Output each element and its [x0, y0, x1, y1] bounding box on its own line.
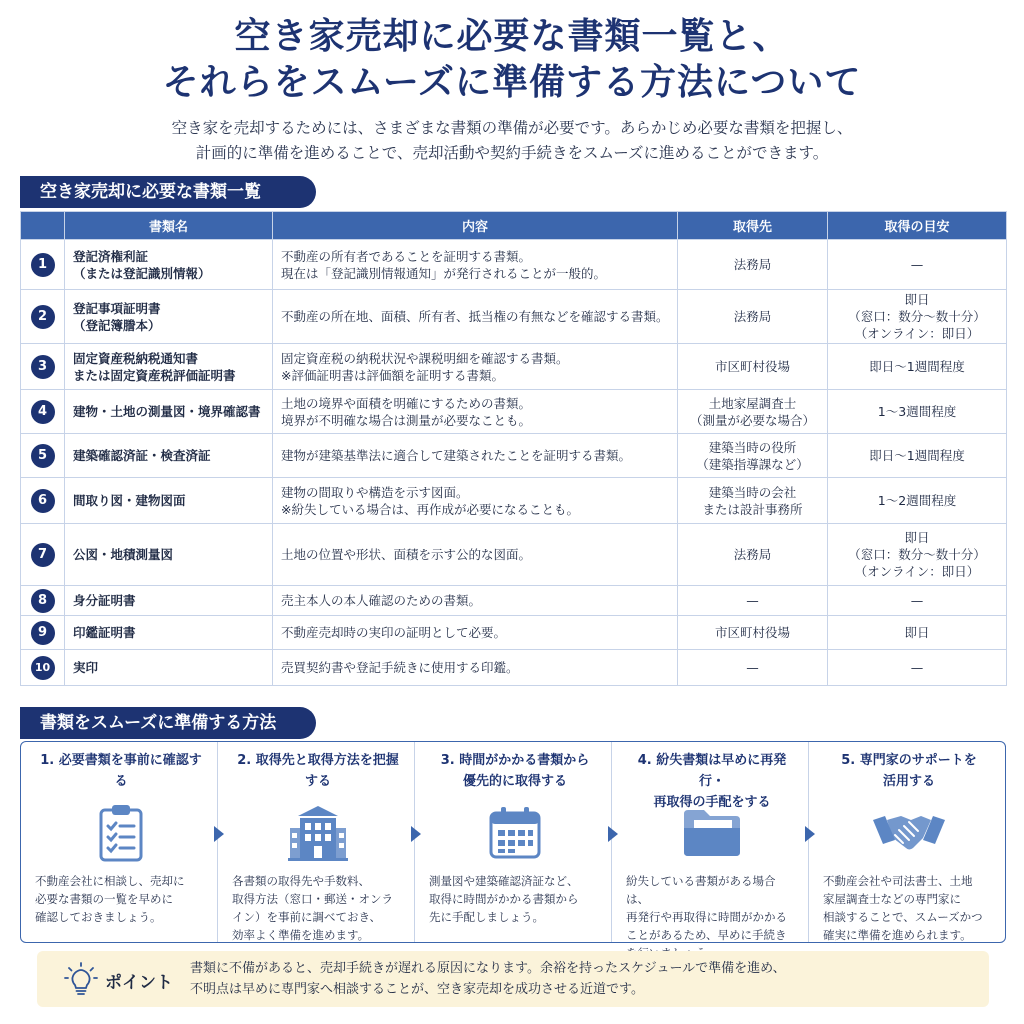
point-label: ポイント	[105, 973, 173, 993]
time-cell-line: —	[910, 257, 924, 272]
content-cell-line: 建物が建築基準法に適合して建築されたことを証明する書類。	[281, 448, 632, 463]
source-cell	[678, 524, 828, 586]
time-cell	[828, 290, 1007, 344]
doc-name-cell	[65, 290, 273, 344]
row-number-badge: 2	[31, 305, 55, 329]
time-cell	[828, 390, 1007, 434]
doc-name-cell	[65, 586, 273, 616]
source-cell	[678, 478, 828, 524]
time-cell-line: —	[910, 660, 924, 675]
source-cell-line: 法務局	[733, 547, 772, 562]
content-cell	[273, 344, 678, 390]
table-row	[21, 290, 1007, 344]
time-cell	[828, 616, 1007, 650]
header-time: 取得の目安	[828, 212, 1007, 240]
row-number-badge: 1	[31, 253, 55, 277]
source-cell-line: 建築当時の役所	[708, 439, 797, 455]
doc-name-cell-line: 実印	[73, 660, 99, 675]
step-title-line: 4. 紛失書類は早めに再発行・	[637, 753, 787, 789]
step-description-line: 相談することで、スムーズかつ	[823, 910, 983, 924]
step-title	[823, 750, 995, 794]
step-description-line: 効率よく準備を進めます。	[232, 928, 370, 942]
step-description	[626, 872, 798, 962]
row-number-badge: 10	[31, 656, 55, 680]
step-description-line: 不動産会社に相談し、売却に	[35, 874, 185, 888]
time-cell-line: （窓口：数分～数十分）	[848, 547, 986, 562]
steps-panel	[20, 741, 1006, 943]
table-row	[21, 478, 1007, 524]
time-cell	[828, 344, 1007, 390]
doc-name-cell	[65, 650, 273, 686]
doc-name-cell	[65, 344, 273, 390]
content-cell-line: 売買契約書や登記手続きに使用する印鑑。	[281, 660, 519, 675]
step-card	[21, 742, 218, 942]
row-number-badge: 7	[31, 543, 55, 567]
step-title	[232, 750, 404, 794]
doc-name-cell-line: 固定資産税納税通知書	[73, 350, 199, 366]
step-description-line: ことがあるため、早めに手続き	[626, 928, 787, 942]
step-title	[35, 750, 207, 794]
step-description-line: 取得方法（窓口・郵送・オンラ	[232, 892, 393, 906]
step-description-line: 各書類の取得先や手数料、	[232, 874, 370, 888]
step-description-line: 確実に準備を進められます。	[823, 928, 972, 942]
source-cell-line: —	[746, 660, 759, 675]
source-cell-line: （建築指導課など）	[696, 456, 809, 472]
table-row	[21, 240, 1007, 290]
intro-text	[0, 116, 1024, 166]
content-cell-line: 不動産売却時の実印の証明として必要。	[281, 625, 507, 640]
header-source: 取得先	[678, 212, 828, 240]
time-cell	[828, 240, 1007, 290]
content-cell-line: 土地の位置や形状、面積を示す公的な図面。	[281, 547, 532, 562]
point-text	[190, 958, 786, 1000]
page-title-line-1: 空き家売却に必要な書類一覧と、	[234, 16, 790, 57]
content-cell	[273, 390, 678, 434]
step-card	[809, 742, 1005, 942]
point-box	[37, 951, 989, 1007]
step-description-line: 測量図や建築確認済証など、	[429, 874, 579, 888]
source-cell-line: 法務局	[733, 309, 772, 324]
step-description-line: 確認しておきましょう。	[35, 910, 162, 924]
step-title	[429, 750, 601, 794]
content-cell-line: ※紛失している場合は、再作成が必要になることも。	[281, 501, 579, 517]
time-cell-line: 即日～1週間程度	[869, 359, 965, 374]
source-cell	[678, 616, 828, 650]
content-cell-line: 売主本人の本人確認のための書類。	[281, 593, 482, 608]
row-number-cell	[21, 524, 65, 586]
calendar-icon	[429, 794, 601, 872]
arrow-right-icon	[805, 826, 815, 842]
source-cell-line: 建築当時の会社	[708, 484, 797, 500]
step-description-line: 必要な書類の一覧を早めに	[35, 892, 173, 906]
content-cell	[273, 586, 678, 616]
doc-name-cell	[65, 478, 273, 524]
page-title	[0, 14, 1024, 106]
step-description-line: イン）を事前に調べておき、	[232, 910, 382, 924]
doc-name-cell	[65, 240, 273, 290]
table-row	[21, 390, 1007, 434]
step-title-line: 活用する	[882, 774, 935, 789]
table-row	[21, 524, 1007, 586]
point-line-1: 書類に不備があると、売却手続きが遅れる原因になります。余裕を持ったスケジュールで準備を進め、	[190, 961, 786, 976]
content-cell-line: 不動産の所在地、面積、所有者、抵当権の有無などを確認する書類。	[281, 309, 669, 324]
row-number-cell	[21, 290, 65, 344]
doc-name-cell-line: 印鑑証明書	[73, 625, 136, 640]
header-no	[21, 212, 65, 240]
table-row	[21, 434, 1007, 478]
time-cell-line: （窓口：数分～数十分）	[848, 309, 986, 324]
content-cell-line: ※評価証明書は評価額を証明する書類。	[281, 367, 504, 383]
table-row	[21, 344, 1007, 390]
doc-name-cell	[65, 434, 273, 478]
time-cell	[828, 650, 1007, 686]
time-cell-line: 即日	[904, 530, 930, 545]
docs-section-heading: 空き家売却に必要な書類一覧	[20, 176, 316, 208]
source-cell-line: 市区町村役場	[714, 625, 790, 640]
header-doc-name: 書類名	[65, 212, 273, 240]
content-cell	[273, 650, 678, 686]
step-card	[218, 742, 415, 942]
source-cell	[678, 344, 828, 390]
content-cell-line: 土地の境界や面積を明確にするための書類。	[281, 395, 532, 411]
doc-name-cell	[65, 390, 273, 434]
clipboard-checklist-icon	[35, 794, 207, 872]
time-cell	[828, 434, 1007, 478]
content-cell-line: 現在は「登記識別情報通知」が発行されることが一般的。	[281, 265, 607, 281]
step-description	[35, 872, 207, 926]
doc-name-cell-line: 登記済権利証	[73, 248, 149, 264]
step-title-line: 3. 時間がかかる書類から	[440, 753, 590, 768]
source-cell-line: —	[746, 593, 759, 608]
header-content: 内容	[273, 212, 678, 240]
time-cell-line: —	[910, 593, 924, 608]
steps-section-heading: 書類をスムーズに準備する方法	[20, 707, 316, 739]
doc-name-cell-line: または固定資産税評価証明書	[73, 367, 236, 383]
content-cell	[273, 616, 678, 650]
source-cell-line: 法務局	[733, 257, 772, 272]
step-card	[415, 742, 612, 942]
intro-line-1: 空き家を売却するためには、さまざまな書類の準備が必要です。あらかじめ必要な書類を把握し、	[171, 119, 853, 137]
doc-name-cell-line: 公図・地積測量図	[73, 547, 174, 562]
row-number-badge: 3	[31, 355, 55, 379]
lightbulb-icon	[63, 961, 99, 1001]
documents-table	[20, 211, 1007, 686]
step-title-line: 優先的に取得する	[462, 774, 567, 789]
table-header-row	[21, 212, 1007, 240]
page-title-line-2: それらをスムーズに準備する方法について	[162, 62, 862, 103]
handshake-icon	[823, 794, 995, 872]
table-row	[21, 650, 1007, 686]
source-cell	[678, 586, 828, 616]
doc-name-cell-line: （または登記識別情報）	[73, 265, 211, 281]
row-number-cell	[21, 344, 65, 390]
step-description-line: 取得に時間がかかる書類から	[429, 892, 579, 906]
row-number-badge: 6	[31, 489, 55, 513]
source-cell-line: 市区町村役場	[714, 359, 790, 374]
point-line-2: 不明点は早めに専門家へ相談することが、空き家売却を成功させる近道です。	[190, 982, 644, 997]
row-number-cell	[21, 390, 65, 434]
row-number-badge: 5	[31, 444, 55, 468]
source-cell-line: （測量が必要な場合）	[689, 412, 815, 428]
doc-name-cell-line: 登記事項証明書	[73, 300, 161, 316]
doc-name-cell-line: （登記簿謄本）	[73, 317, 161, 333]
arrow-right-icon	[608, 826, 618, 842]
source-cell	[678, 650, 828, 686]
step-description	[429, 872, 601, 926]
source-cell-line: 土地家屋調査士	[708, 395, 797, 411]
step-title-line: 再取得の手配をする	[653, 795, 771, 810]
building-icon	[232, 794, 404, 872]
source-cell	[678, 290, 828, 344]
time-cell-line: （オンライン：即日）	[854, 326, 980, 341]
step-description-line: 家屋調査士などの専門家に	[823, 892, 961, 906]
row-number-cell	[21, 616, 65, 650]
step-description-line: 再発行や再取得に時間がかかる	[626, 910, 787, 924]
content-cell	[273, 290, 678, 344]
doc-name-cell-line: 建築確認済証・検査済証	[73, 448, 211, 463]
doc-name-cell	[65, 616, 273, 650]
time-cell-line: 1～2週間程度	[877, 493, 957, 508]
time-cell-line: 即日	[904, 625, 930, 640]
step-title-line: 5. 専門家のサポートを	[841, 753, 977, 768]
doc-name-cell	[65, 524, 273, 586]
doc-name-cell-line: 間取り図・建物図面	[73, 493, 186, 508]
row-number-cell	[21, 434, 65, 478]
step-description	[823, 872, 995, 944]
content-cell	[273, 478, 678, 524]
step-card	[612, 742, 809, 942]
row-number-badge: 4	[31, 400, 55, 424]
table-row	[21, 616, 1007, 650]
content-cell	[273, 434, 678, 478]
time-cell	[828, 586, 1007, 616]
content-cell-line: 境界が不明確な場合は測量が必要なことも。	[281, 412, 532, 428]
intro-line-2: 計画的に準備を進めることで、売却活動や契約手続きをスムーズに進めることができます。	[195, 144, 829, 162]
folder-icon	[626, 794, 798, 872]
time-cell-line: 1～3週間程度	[877, 404, 957, 419]
arrow-right-icon	[411, 826, 421, 842]
row-number-cell	[21, 586, 65, 616]
step-description	[232, 872, 404, 944]
step-description-line: 先に手配しましょう。	[429, 910, 544, 924]
arrow-right-icon	[214, 826, 224, 842]
step-description-line: 不動産会社や司法書士、土地	[823, 874, 973, 888]
row-number-cell	[21, 240, 65, 290]
row-number-cell	[21, 478, 65, 524]
time-cell	[828, 524, 1007, 586]
step-title	[626, 750, 798, 810]
content-cell	[273, 524, 678, 586]
source-cell	[678, 434, 828, 478]
time-cell-line: 即日	[904, 292, 930, 307]
row-number-badge: 9	[31, 621, 55, 645]
step-description-line: 紛失している書類がある場合は、	[626, 874, 776, 906]
doc-name-cell-line: 建物・土地の測量図・境界確認書	[73, 404, 261, 419]
row-number-badge: 8	[31, 589, 55, 613]
content-cell-line: 建物の間取りや構造を示す図面。	[281, 484, 469, 500]
row-number-cell	[21, 650, 65, 686]
content-cell-line: 不動産の所有者であることを証明する書類。	[281, 248, 532, 264]
doc-name-cell-line: 身分証明書	[73, 593, 136, 608]
step-title-line: 1. 必要書類を事前に確認する	[40, 753, 202, 789]
step-title-line: 2. 取得先と取得方法を把握する	[237, 753, 399, 789]
source-cell	[678, 390, 828, 434]
table-row	[21, 586, 1007, 616]
content-cell-line: 固定資産税の納税状況や課税明細を確認する書類。	[281, 350, 569, 366]
content-cell	[273, 240, 678, 290]
time-cell-line: 即日～1週間程度	[869, 448, 965, 463]
source-cell	[678, 240, 828, 290]
time-cell	[828, 478, 1007, 524]
time-cell-line: （オンライン：即日）	[854, 564, 980, 579]
source-cell-line: または設計事務所	[702, 501, 803, 517]
